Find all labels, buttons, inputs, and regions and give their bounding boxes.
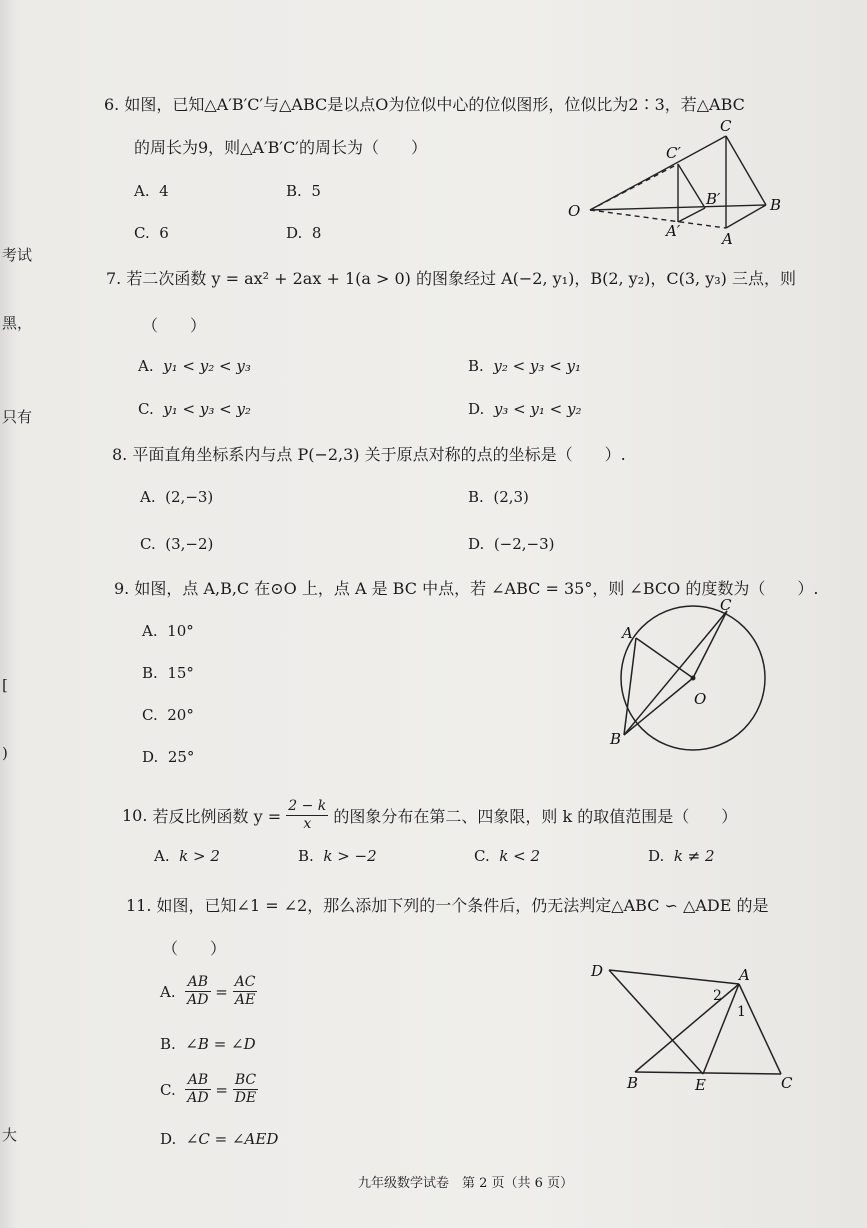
option-a[interactable]: A. k > 2: [154, 847, 220, 865]
label-C: C: [781, 1074, 793, 1092]
option-b[interactable]: B. 15°: [142, 664, 194, 682]
question-7-stem-line2: （ ）: [142, 316, 207, 335]
question-text: 若二次函数 y = ax² + 2ax + 1(a > 0) 的图象经过 A(−2, y₁)，B(2, y₂)，C(3, y₃) 三点，则: [126, 269, 796, 288]
option-b[interactable]: B. k > −2: [298, 847, 377, 865]
edge-fragment: 考试: [2, 246, 33, 264]
label-B: B: [610, 730, 622, 748]
question-number: 7.: [106, 269, 122, 288]
question-number: 11.: [126, 896, 152, 915]
question-text-before: 若反比例函数 y =: [152, 806, 282, 826]
question-7-stem: [106, 266, 796, 289]
option-a[interactable]: A. (2,−3): [140, 488, 214, 506]
label-A: A: [622, 624, 633, 642]
question-11-stem: [126, 893, 769, 916]
question-8-stem: [112, 442, 626, 465]
option-d[interactable]: D. k ≠ 2: [648, 847, 715, 865]
option-c[interactable]: C. k < 2: [474, 847, 541, 865]
option-a[interactable]: A. 10°: [142, 622, 194, 640]
label-A: A: [722, 230, 733, 248]
label-B: B: [627, 1074, 639, 1092]
label-C: C: [720, 596, 732, 614]
figure-circle: [606, 594, 776, 754]
label-A-prime: A′: [666, 222, 681, 240]
question-number: 6.: [104, 95, 120, 114]
question-6-stem-line2: 的周长为9，则△A′B′C′的周长为（ ）: [134, 138, 427, 157]
question-number: 9.: [114, 579, 130, 598]
option-c[interactable]: C. $\frac{AB}{AD}$ = $\frac{BC}{DE}$: [160, 1072, 257, 1106]
question-number: 10.: [122, 805, 148, 825]
edge-fragment: 只有: [2, 408, 33, 426]
label-B: B: [770, 196, 782, 214]
question-10-stem: [122, 790, 737, 840]
question-text: 如图，已知△A′B′C′与△ABC是以点O为位似中心的位似图形，位似比为2∶3，若△ABC: [124, 95, 745, 114]
fraction: $\frac{2 - k}{x}$: [288, 797, 327, 832]
label-angle-2: 2: [713, 988, 722, 1004]
edge-fragment: 黑，: [2, 314, 33, 332]
option-c[interactable]: C. 6: [134, 224, 169, 242]
option-d[interactable]: D. (−2,−3): [468, 535, 555, 553]
question-text-after: 的图象分布在第二、四象限，则 k 的取值范围是（ ）: [333, 806, 738, 826]
option-d[interactable]: D. 8: [286, 224, 322, 242]
edge-fragment: [: [2, 676, 8, 694]
page-footer: 九年级数学试卷 第 2 页（共 6 页）: [358, 1176, 574, 1191]
label-B-prime: B′: [706, 190, 721, 208]
label-O: O: [568, 202, 581, 220]
edge-fragment: ): [2, 744, 8, 762]
option-b[interactable]: B. y₂ < y₃ < y₁: [468, 357, 582, 375]
label-C: C: [720, 117, 732, 135]
option-c[interactable]: C. (3,−2): [140, 535, 214, 553]
label-C-prime: C′: [666, 144, 681, 162]
option-a[interactable]: A. $\frac{AB}{AD}$ = $\frac{AC}{AE}$: [160, 974, 256, 1008]
figure-homothety: [560, 112, 800, 252]
option-b[interactable]: B. (2,3): [468, 488, 529, 506]
question-text: 如图，点 A,B,C 在⊙O 上，点 A 是 BC 中点，若 ∠ABC = 35°，则 ∠BCO 的度数为（ ）.: [134, 579, 819, 598]
option-d[interactable]: D. y₃ < y₁ < y₂: [468, 400, 582, 418]
figure-similar-triangles: [585, 956, 800, 1096]
label-A: A: [739, 966, 750, 984]
edge-fragment: 大: [2, 1126, 18, 1144]
option-d[interactable]: D. ∠C = ∠AED: [160, 1130, 279, 1148]
label-angle-1: 1: [737, 1004, 746, 1020]
label-D: D: [591, 962, 604, 980]
label-O: O: [694, 690, 707, 708]
option-d[interactable]: D. 25°: [142, 748, 195, 766]
question-text: 平面直角坐标系内与点 P(−2,3) 关于原点对称的点的坐标是（ ）.: [132, 445, 626, 464]
option-c[interactable]: C. y₁ < y₃ < y₂: [138, 400, 251, 418]
option-a[interactable]: A. 4: [134, 182, 169, 200]
option-b[interactable]: B. 5: [286, 182, 321, 200]
option-c[interactable]: C. 20°: [142, 706, 194, 724]
question-text: 如图，已知∠1 = ∠2，那么添加下列的一个条件后，仍无法判定△ABC ∽ △ADE 的是: [156, 896, 769, 915]
question-number: 8.: [112, 445, 128, 464]
question-11-stem-line2: （ ）: [162, 939, 227, 958]
option-b[interactable]: B. ∠B = ∠D: [160, 1035, 256, 1053]
option-a[interactable]: A. y₁ < y₂ < y₃: [138, 357, 251, 375]
label-E: E: [695, 1076, 706, 1094]
